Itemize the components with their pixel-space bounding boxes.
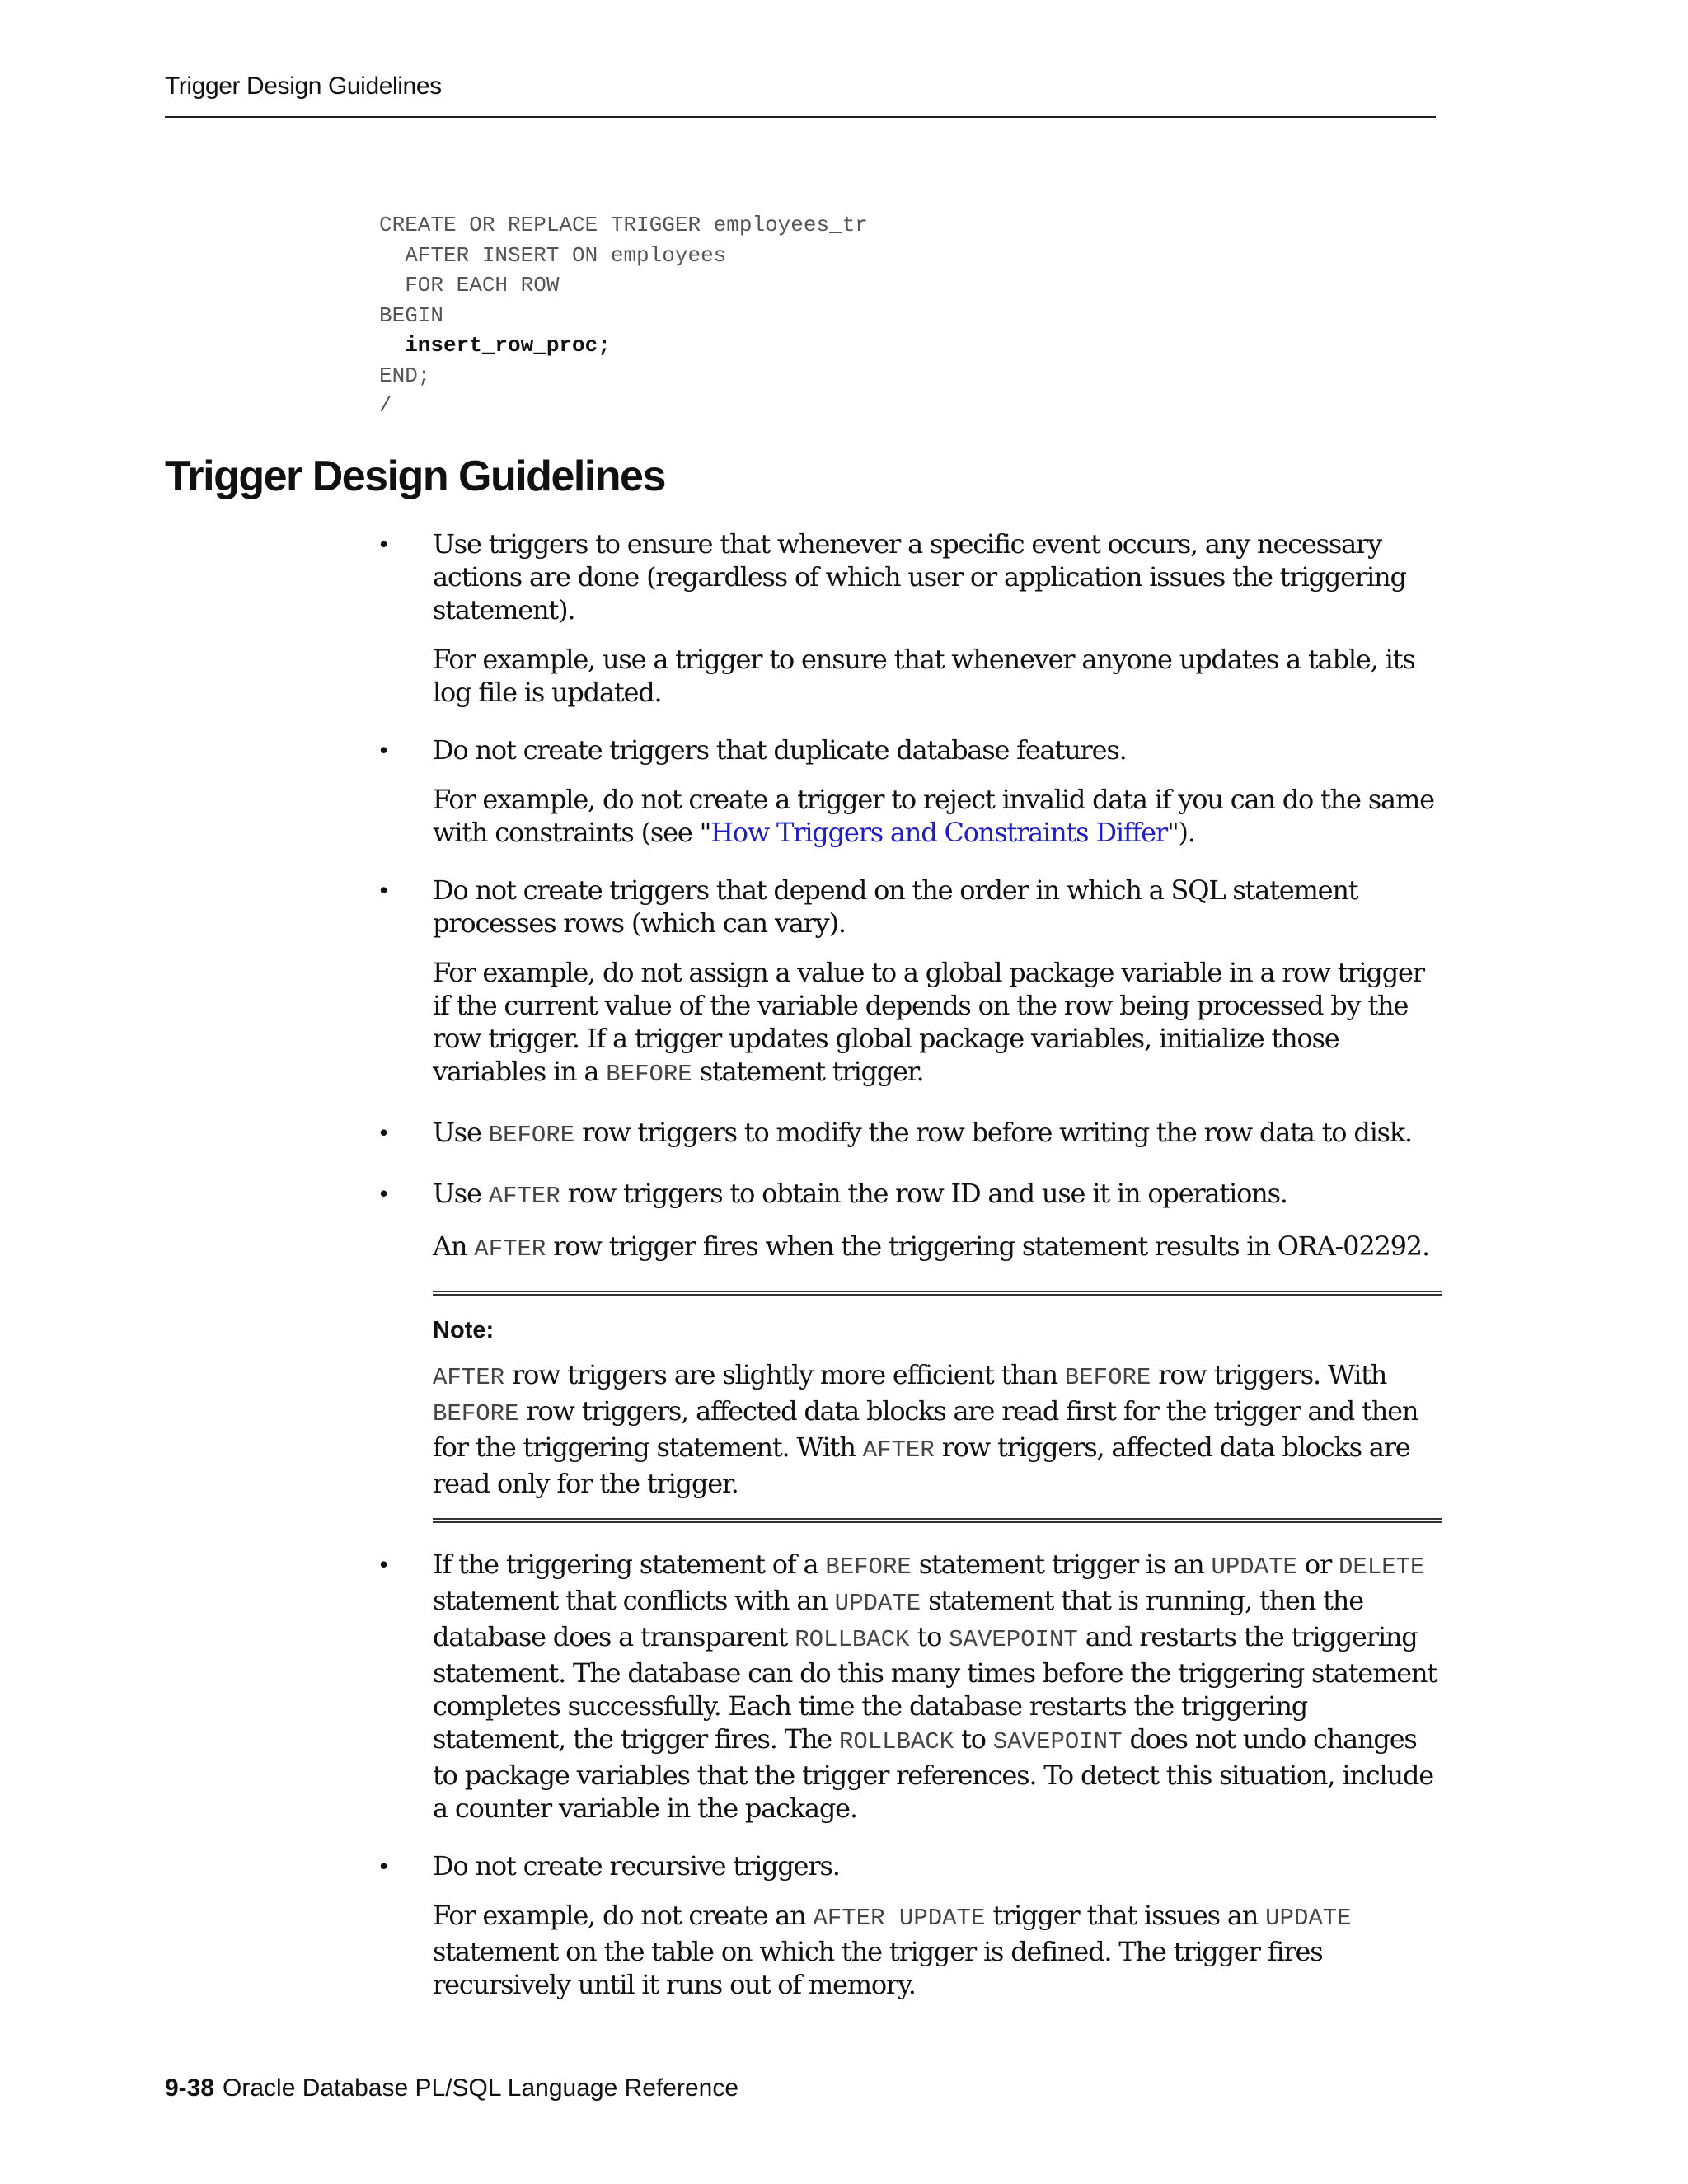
- bullet-icon: •: [379, 875, 388, 905]
- code-line: BEGIN: [379, 302, 444, 328]
- bullet-item: [379, 733, 1442, 849]
- code-line: CREATE OR REPLACE TRIGGER employees_tr: [379, 213, 868, 237]
- note-text: AFTER row triggers are slightly more efficient than BEFORE row triggers. With BEFORE row triggers, affected data blocks are read first for the trigger and then for the triggering statement. With AFTER row triggers, affected data blocks are read only for the trigger.: [433, 1359, 1418, 1499]
- bullet-icon: •: [379, 735, 388, 765]
- code-line: FOR EACH ROW: [379, 273, 560, 298]
- code-line: /: [379, 393, 392, 418]
- page-number: 9-38: [165, 2074, 215, 2102]
- bullet-item: [379, 1177, 1442, 1523]
- bullet-icon: •: [379, 529, 388, 559]
- bullet-text: Do not create triggers that duplicate database features.: [433, 734, 1127, 766]
- bullet-text: Do not create recursive triggers.: [433, 1850, 840, 1882]
- header-rule: [165, 116, 1436, 118]
- bullet-icon: •: [379, 1851, 388, 1881]
- bullet-item: [379, 527, 1442, 709]
- book-title: Oracle Database PL/SQL Language Reference: [223, 2074, 739, 2102]
- bullet-icon: •: [379, 1118, 388, 1147]
- bullet-icon: •: [379, 1549, 388, 1579]
- code-line: AFTER INSERT ON employees: [379, 242, 727, 268]
- constraints-link[interactable]: How Triggers and Constraints Differ: [710, 817, 1167, 848]
- guidelines-list: [379, 527, 1442, 2026]
- bullet-item: [379, 1548, 1442, 1825]
- bullet-text: Do not create triggers that depend on the order in which a SQL statement processes rows (which can vary).: [433, 874, 1358, 939]
- bullet-text: Use AFTER row triggers to obtain the row ID and use it in operations.: [433, 1178, 1287, 1210]
- bullet-example: For example, use a trigger to ensure that whenever anyone updates a table, its log file is updated.: [433, 644, 1415, 708]
- bullet-example: For example, do not create a trigger to reject invalid data if you can do the same with constraints (see "How Triggers and Constraints Differ").: [433, 784, 1434, 848]
- code-line: END;: [379, 363, 431, 388]
- bullet-item: [379, 1849, 1442, 2001]
- bullet-icon: •: [379, 1179, 388, 1208]
- note-title: Note:: [433, 1317, 495, 1343]
- page-footer: [165, 2074, 738, 2102]
- bullet-example: For example, do not create an AFTER UPDATE trigger that issues an UPDATE statement on the table on which the trigger is defined. The trigger fires recursively until it runs out of memory.: [433, 1900, 1352, 2000]
- bullet-text: Use triggers to ensure that whenever a specific event occurs, any necessary actions are done (regardless of which user or application issues the triggering statement).: [433, 528, 1406, 626]
- section-title: Trigger Design Guidelines: [165, 452, 665, 500]
- running-header: Trigger Design Guidelines: [165, 73, 442, 100]
- bullet-example: An AFTER row trigger fires when the triggering statement results in ORA-02292.: [433, 1230, 1429, 1263]
- bullet-item: [379, 1116, 1442, 1152]
- bullet-example: For example, do not assign a value to a global package variable in a row trigger if the current value of the variable depends on the row being processed by the row trigger. If a trigger updates global package variables, initialize those variables in a BEFORE statement trigger.: [433, 957, 1424, 1088]
- bullet-text: If the triggering statement of a BEFORE statement trigger is an UPDATE or DELETE statement that conflicts with an UPDATE statement that is running, then the database does a transparent ROLLBACK to SAVEPOINT and restarts the triggering statement. The database can do this many times before the triggering statement completes successfully. Each time the database restarts the triggering statement, the trigger fires. The ROLLBACK to SAVEPOINT does not undo changes to package variables that the trigger references. To detect this situation, include a counter variable in the package.: [433, 1549, 1437, 1824]
- bullet-text: Use BEFORE row triggers to modify the row before writing the row data to disk.: [433, 1117, 1413, 1149]
- bullet-item: [379, 874, 1442, 1091]
- note-box: [433, 1291, 1442, 1523]
- code-block: [379, 210, 868, 421]
- code-line-bold: insert_row_proc;: [379, 333, 611, 358]
